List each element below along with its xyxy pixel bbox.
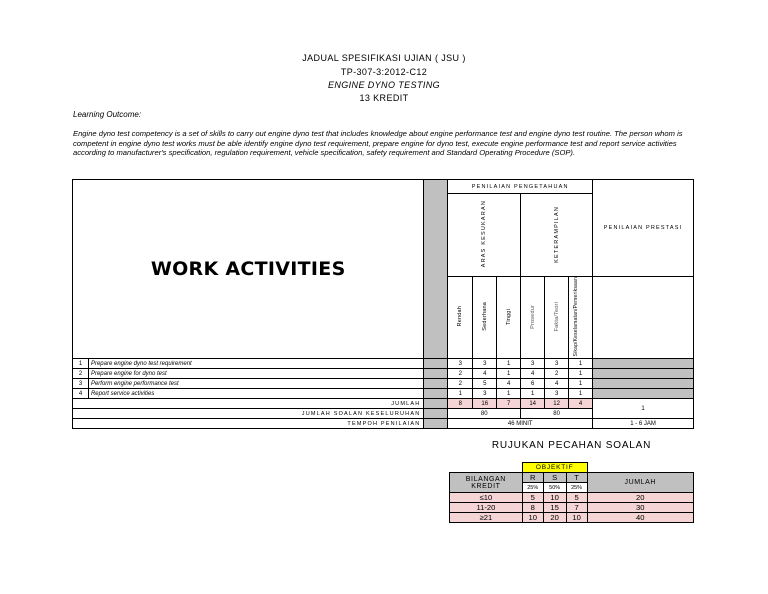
table-row: 2 Prepare engine for dyno test 2 4 1 4 2 1 [73,369,694,379]
table-row: 11-20 8 15 7 30 [450,503,694,513]
objektif-header: OBJEKTIF [522,463,587,473]
subcol-sederhana: Sederhana [473,277,497,359]
table-row: ≥21 10 20 10 40 [450,513,694,523]
work-activities-cell [73,180,424,359]
rujukan-title: RUJUKAN PECAHAN SOALAN [491,440,652,451]
doc-credit: 13 KREDIT [359,93,409,103]
doc-title: JADUAL SPESIFIKASI UJIAN ( JSU ) [302,53,466,63]
doc-subject: ENGINE DYNO TESTING [327,80,441,90]
rujukan-table: OBJEKTIF BILANGAN KREDIT R S T JUMLAH 25% 50% 25% ≤10 5 10 5 20 11-20 8 15 7 30 ≥21 10 20 10 40 [449,462,694,523]
aras-kesukaran-header: ARAS KESUKARAN [448,194,521,277]
bilangan-kredit-header: BILANGAN KREDIT [450,473,523,493]
learning-outcome-title: Learning Outcome: [73,110,142,119]
table-row: ≤10 5 10 5 20 [450,493,694,503]
prestasi-blank [593,277,694,359]
subcol-tinggi: Tinggi [497,277,521,359]
subcol-prosedur: Prosedur [521,277,545,359]
subcol-fakta-teori: Fakta/Teori [545,277,569,359]
subcol-rendah: Rendah [448,277,473,359]
penilaian-prestasi-header: PENILAIAN PRESTASI [593,180,694,277]
gray-column [424,180,448,359]
jumlah-header: JUMLAH [587,473,693,493]
jsu-table [72,179,694,429]
prestasi-total: 1 [593,399,694,419]
subcol-sikap: Sikap/Keselamatan/Pemeriksaan [569,277,593,359]
table-row: 4 Report service activities 1 3 1 1 3 1 [73,389,694,399]
tempoh-row: TEMPOH PENILAIAN 46 MINIT 1 - 6 JAM [73,419,694,429]
work-activities-heading: WORK ACTIVITIES [150,258,346,281]
jumlah-row: JUMLAH 8 16 7 14 12 4 1 [73,399,694,409]
table-row: 1 Prepare engine dyno test requirement 3 3 1 3 3 1 [73,359,694,369]
keterampilan-header: KETERAMPILAN [521,194,593,277]
table-row: 3 Perform engine performance test 2 5 4 6 4 1 [73,379,694,389]
doc-code: TP-307-3:2012-C12 [340,67,428,77]
penilaian-pengetahuan-header: PENILAIAN PENGETAHUAN [448,180,593,194]
jumlah-soalan-row: JUMLAH SOALAN KESELURUHAN 80 80 [73,409,694,419]
learning-outcome-text: Engine dyno test competency is a set of skills to carry out engine dyno test that includes knowledge about engine performance test and engine dyno test routine. The person whom is competent in engine dyno test works must be able identify engine dyno test requirement, prepare engine for dyno test, execute engine performance test and report service activities according to manufacturer's specification, regulation requirement, vehicle specification, safety requirement and Standard Operating Procedure (SOP). [73,129,683,158]
